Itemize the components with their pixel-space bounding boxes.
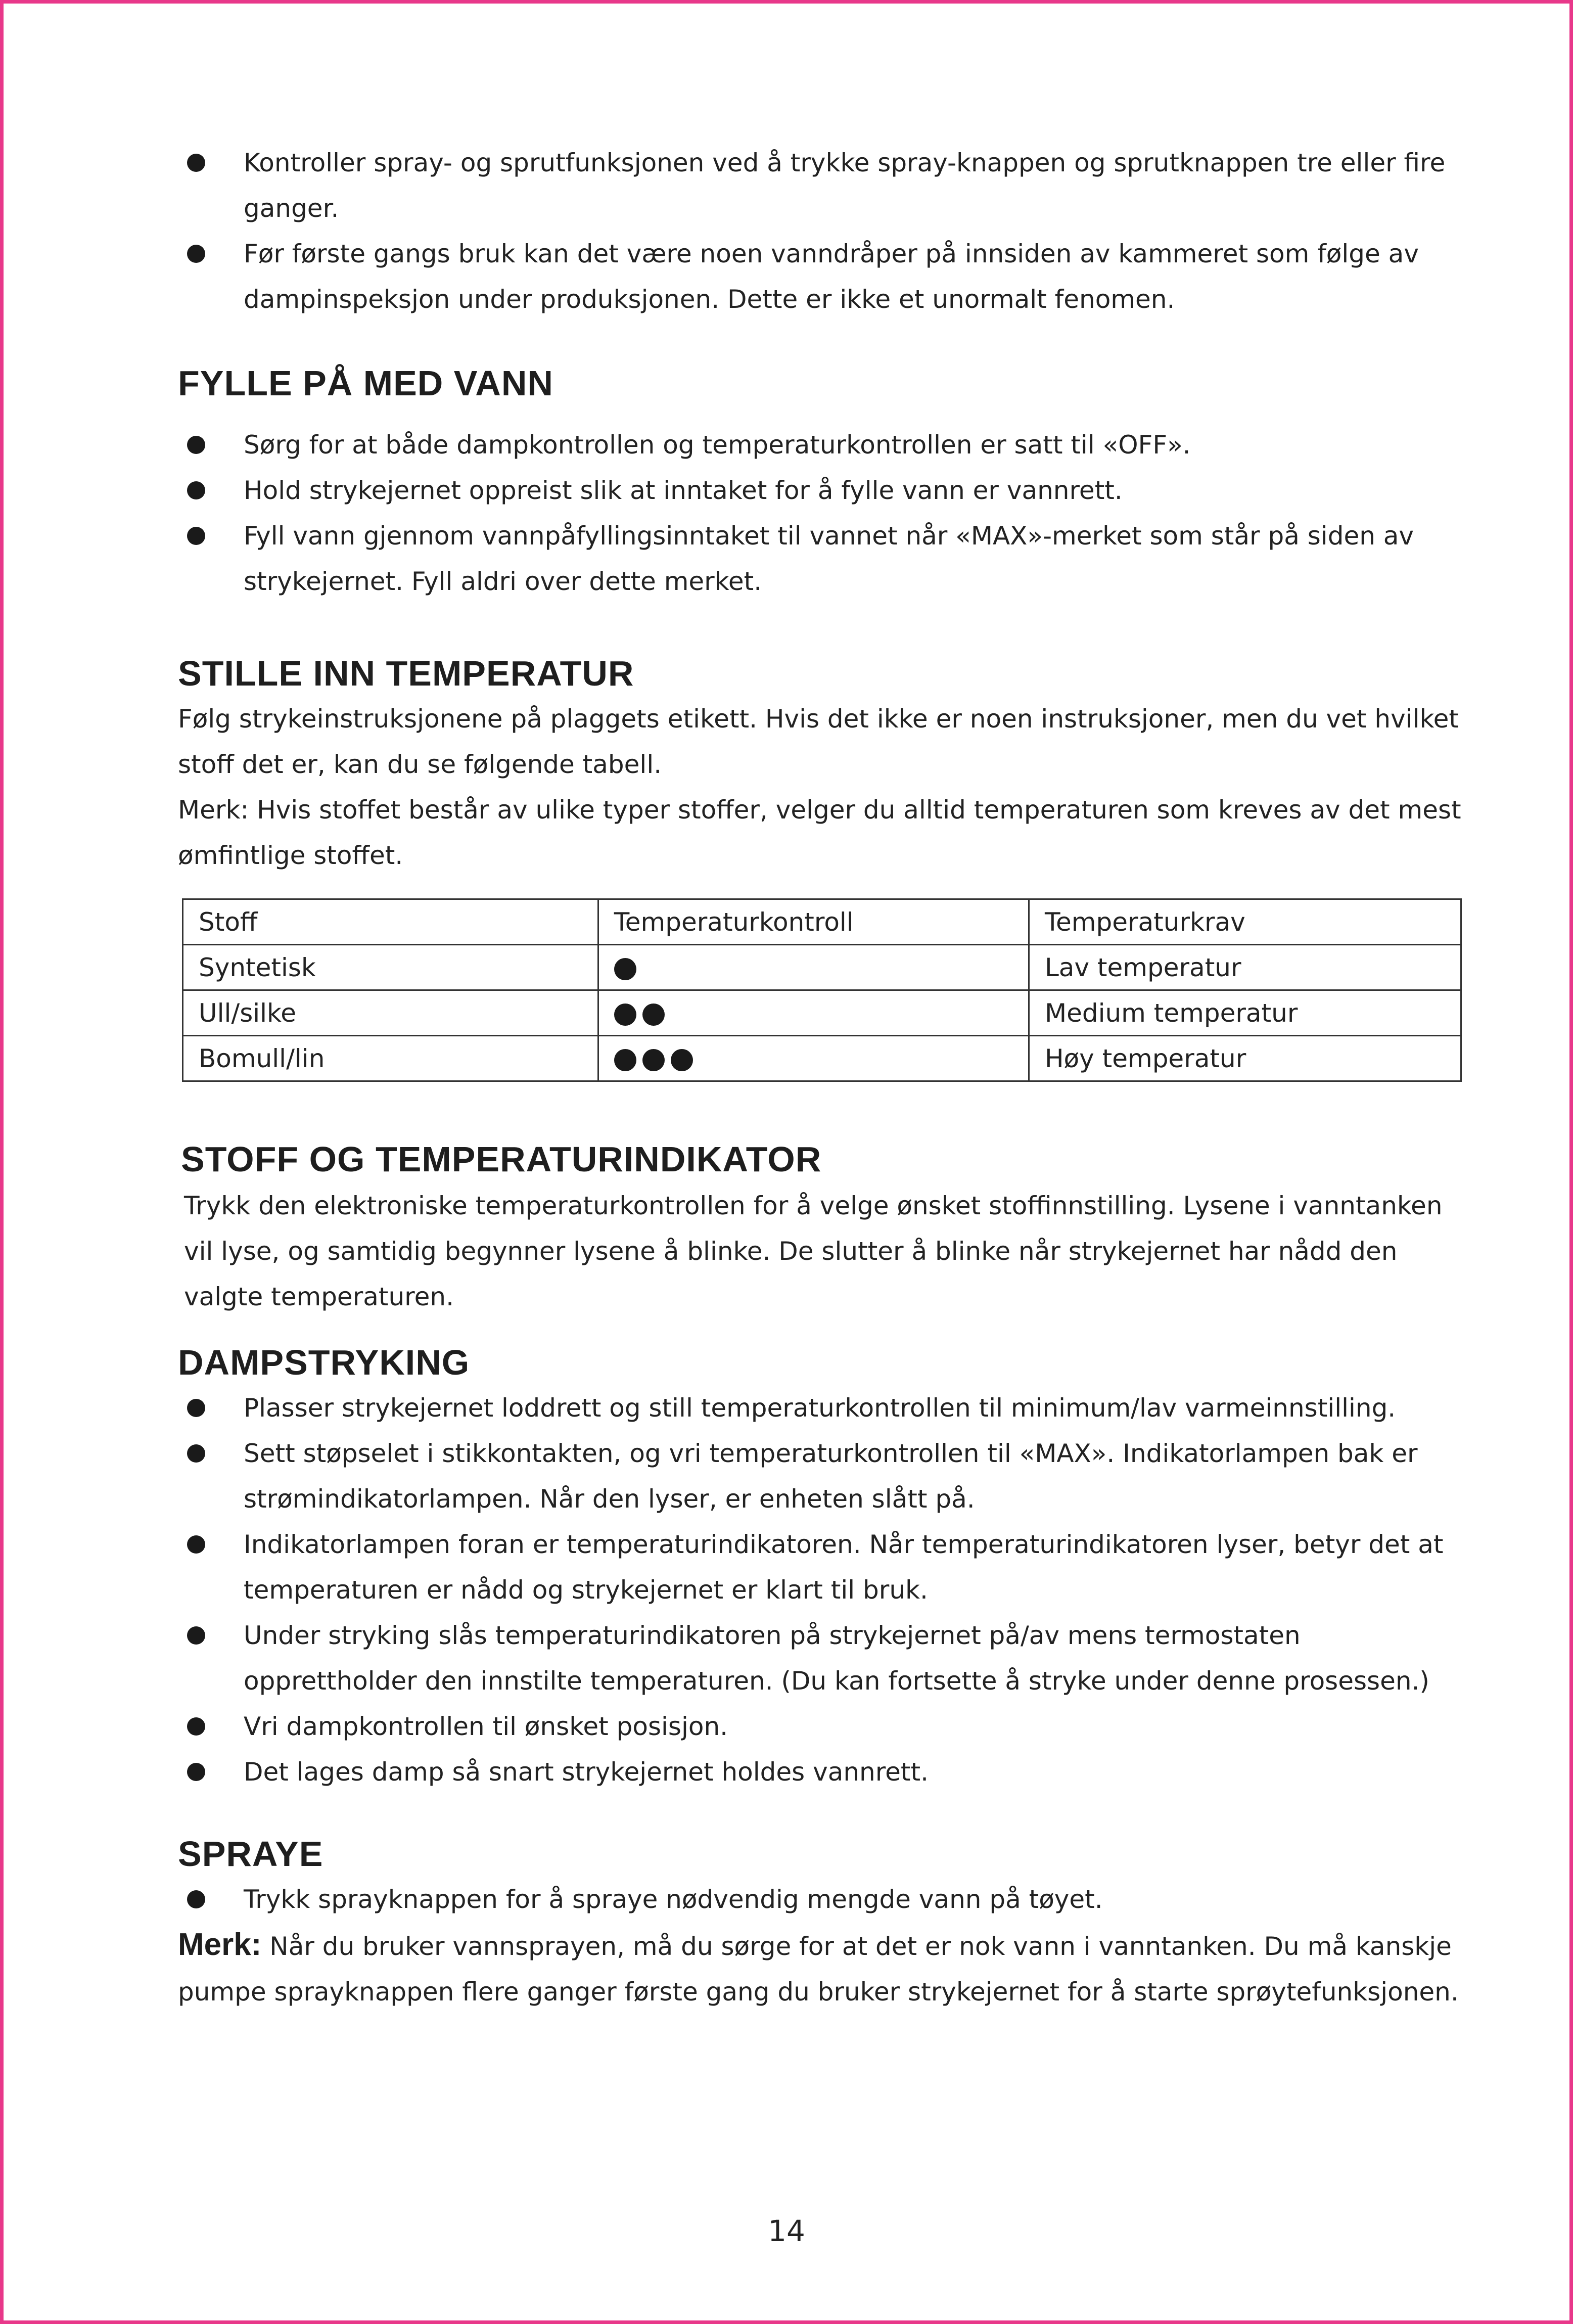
bullet-icon	[187, 154, 205, 172]
section-heading-set-temperature: STILLE INN TEMPERATUR	[178, 654, 634, 693]
section-heading-spray: SPRAYE	[178, 1834, 323, 1874]
section-heading-fabric-indicator: STOFF OG TEMPERATURINDIKATOR	[181, 1140, 822, 1179]
bullet-icon	[187, 527, 205, 545]
requirement-cell: Høy temperatur	[1029, 1036, 1461, 1081]
bullet-icon	[187, 1399, 205, 1417]
requirement-cell: Lav temperatur	[1029, 945, 1461, 990]
temperature-instructions	[178, 696, 1472, 878]
intro-bullet-list	[178, 140, 1472, 322]
requirement-cell: Medium temperatur	[1029, 990, 1461, 1036]
bullet-icon	[187, 1535, 205, 1554]
temperature-dot-icon	[671, 1049, 693, 1071]
note-text: Når du bruker vannsprayen, må du sørge for at det er nok vann i vanntanken. Du må kanskje pumpe sprayknappen flere ganger første gang du bruker strykejernet for å starte sprøytefunksjonen.	[178, 1932, 1459, 2007]
table-row	[183, 990, 1461, 1036]
bullet-icon	[187, 1890, 205, 1908]
steam-bullet-list	[178, 1385, 1472, 1795]
bullet-icon	[187, 436, 205, 454]
header-cell: Temperaturkontroll	[598, 899, 1029, 945]
page-number: 14	[768, 2214, 805, 2248]
list-item: Trykk sprayknappen for å spraye nødvendig mengde vann på tøyet.	[178, 1877, 1472, 1922]
fabric-cell: Bomull/lin	[183, 1036, 598, 1081]
bullet-icon	[187, 1763, 205, 1781]
list-item: Det lages damp så snart strykejernet holdes vannrett.	[178, 1749, 1472, 1795]
bullet-icon	[187, 1626, 205, 1645]
fabric-cell: Syntetisk	[183, 945, 598, 990]
list-item: Sørg for at både dampkontrollen og temperaturkontrollen er satt til «OFF».	[178, 422, 1472, 468]
temperature-dots	[614, 1004, 665, 1026]
table-header-row	[183, 899, 1461, 945]
temperature-paragraph: Følg strykeinstruksjonene på plaggets etikett. Hvis det ikke er noen instruksjoner, men du vet hvilket stoff det er, kan du se følgende tabell.	[178, 704, 1459, 779]
list-item: Kontroller spray- og sprutfunksjonen ved å trykke spray-knappen og sprutknappen tre eller fire ganger.	[178, 140, 1472, 231]
temperature-dot-icon	[614, 958, 636, 980]
header-cell: Stoff	[183, 899, 598, 945]
temperature-dot-icon	[614, 1004, 636, 1026]
list-item: Sett støpselet i stikkontakten, og vri temperaturkontrollen til «MAX». Indikatorlampen bak er strømindikatorlampen. Når den lyser, er enheten slått på.	[178, 1431, 1472, 1522]
fabric-cell: Ull/silke	[183, 990, 598, 1036]
note-label: Merk:	[178, 1927, 262, 1962]
list-item: Hold strykejernet oppreist slik at inntaket for å fylle vann er vannrett.	[178, 468, 1472, 513]
spray-bullet-list	[178, 1877, 1472, 1922]
temperature-dots	[614, 958, 636, 980]
section-heading-steam-ironing: DAMPSTRYKING	[178, 1343, 470, 1382]
temperature-dots	[614, 1049, 693, 1071]
temperature-dots-cell	[598, 1036, 1029, 1081]
table-row	[183, 1036, 1461, 1081]
page-content	[178, 140, 1472, 2015]
temperature-dot-icon	[642, 1049, 665, 1071]
temperature-dot-icon	[642, 1004, 665, 1026]
list-item: Under stryking slås temperaturindikatoren på strykejernet på/av mens termostaten opprettholder den innstilte temperaturen. (Du kan fortsette å stryke under denne prosessen.)	[178, 1613, 1472, 1704]
fill-bullet-list	[178, 422, 1472, 604]
indicator-paragraph: Trykk den elektroniske temperaturkontrollen for å velge ønsket stoffinnstilling. Lysene i vanntanken vil lyse, og samtidig begynner lysene å blinke. De slutter å blinke når strykejernet har nådd den valgte temperaturen.	[184, 1191, 1443, 1311]
fabric-temperature-table	[182, 898, 1462, 1082]
temperature-note: Merk: Hvis stoffet består av ulike typer stoffer, velger du alltid temperaturen som kreves av det mest ømfintlige stoffet.	[178, 795, 1461, 870]
header-cell: Temperaturkrav	[1029, 899, 1461, 945]
list-item: Indikatorlampen foran er temperaturindikatoren. Når temperaturindikatoren lyser, betyr det at temperaturen er nådd og strykejernet er klart til bruk.	[178, 1522, 1472, 1613]
list-item: Plasser strykejernet loddrett og still temperaturkontrollen til minimum/lav varmeinnstilling.	[178, 1385, 1472, 1431]
list-item: Før første gangs bruk kan det være noen vanndråper på innsiden av kammeret som følge av dampinspeksjon under produksjonen. Dette er ikke et unormalt fenomen.	[178, 231, 1472, 322]
temperature-dots-cell	[598, 990, 1029, 1036]
table-row	[183, 945, 1461, 990]
section-heading-fill-water: FYLLE PÅ MED VANN	[178, 363, 553, 403]
bullet-icon	[187, 1444, 205, 1463]
spray-note	[178, 1922, 1472, 2015]
list-item: Fyll vann gjennom vannpåfyllingsinntaket til vannet når «MAX»-merket som står på siden av strykejernet. Fyll aldri over dette merket.	[178, 513, 1472, 604]
temperature-dots-cell	[598, 945, 1029, 990]
bullet-icon	[187, 1717, 205, 1736]
bullet-icon	[187, 481, 205, 499]
bullet-icon	[187, 245, 205, 263]
list-item: Vri dampkontrollen til ønsket posisjon.	[178, 1704, 1472, 1749]
temperature-dot-icon	[614, 1049, 636, 1071]
